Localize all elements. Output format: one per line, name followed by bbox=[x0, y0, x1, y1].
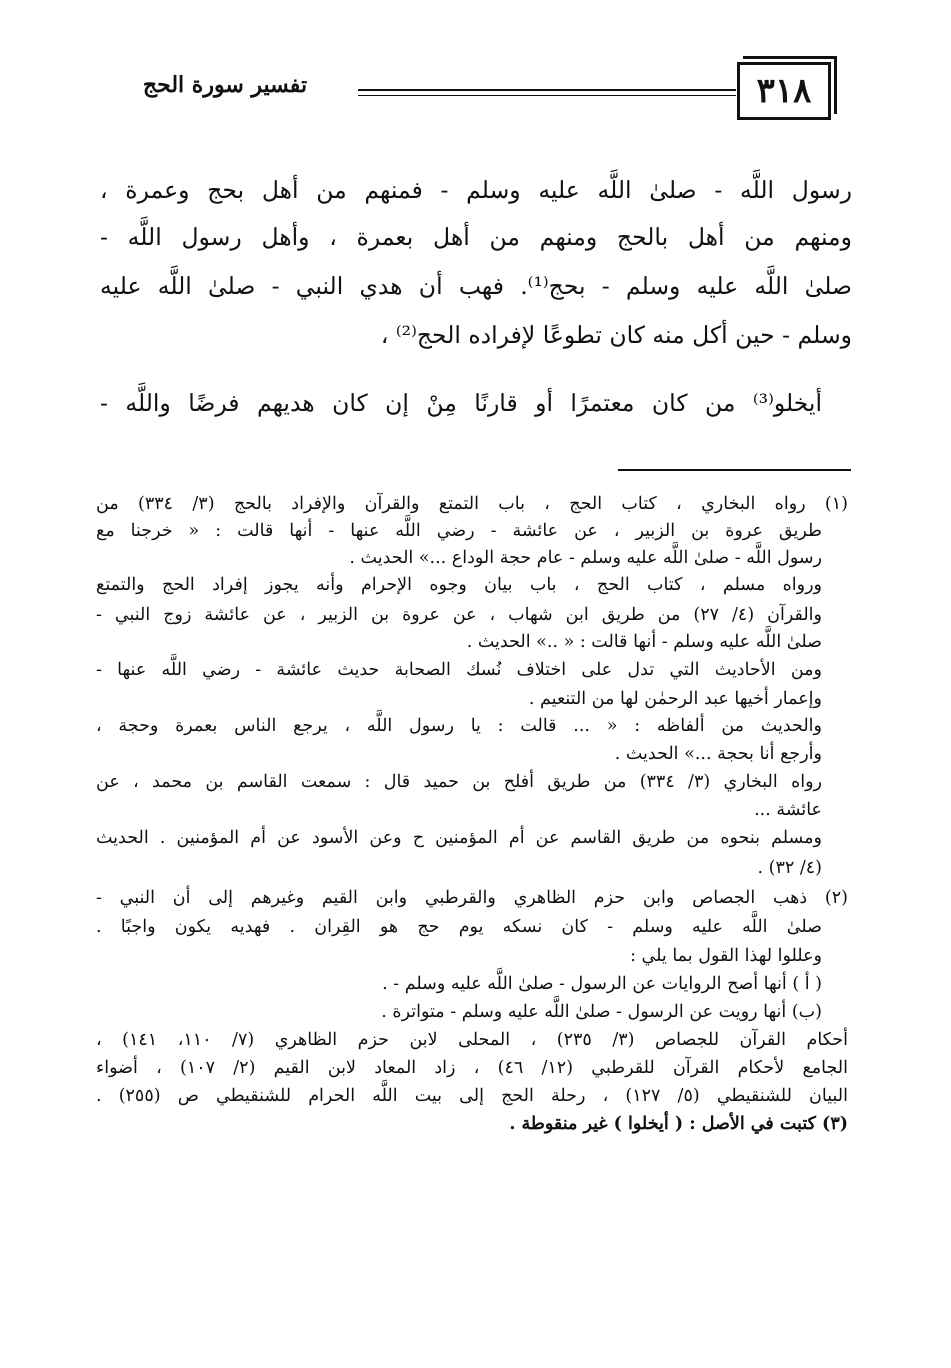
footnote-line: ومن الأحاديث التي تدل على اختلاف نُسك الصحابة حديث عائشة - رضي اللَّه عنها - bbox=[96, 660, 822, 680]
footnote-line: (١) رواه البخاري ، كتاب الحج ، باب التمتع والقرآن والإفراد بالحج (٣/ ٣٣٤) من bbox=[96, 494, 848, 514]
footnote-separator bbox=[618, 469, 851, 471]
footnote-line: عائشة ... bbox=[754, 800, 822, 820]
footnote-line: ومسلم بنحوه من طريق القاسم عن أم المؤمنين ح وعن الأسود عن أم المؤمنين . الحديث bbox=[96, 828, 822, 848]
footnote-line: طريق عروة بن الزبير ، عن عائشة - رضي اللَّه عنها - أنها قالت : « خرجنا مع bbox=[96, 521, 822, 541]
footnote-line: ورواه مسلم ، كتاب الحج ، باب بيان وجوه الإحرام وأنه يجوز إفراد الحج والتمتع bbox=[96, 575, 822, 595]
footnote-line: الجامع لأحكام القرآن للقرطبي (١٢/ ٤٦) ، زاد المعاد لابن القيم (٢/ ١٠٧) ، أضواء bbox=[96, 1058, 848, 1078]
footnote-line: أحكام القرآن للجصاص (٣/ ٢٣٥) ، المحلى لابن حزم الظاهري (٧/ ١١٠، ١٤١) ، bbox=[96, 1030, 848, 1050]
main-text-line: ومنهم من أهل بالحج ومنهم من أهل بعمرة ، وأهل رسول اللَّه - bbox=[100, 223, 852, 251]
main-text-line: أيخلو⁽³⁾ من كان معتمرًا أو قارنًا مِنْ إن كان هديهم فرضًا واللَّه - bbox=[100, 389, 822, 417]
footnote-line: صلىٰ اللَّه عليه وسلم - أنها قالت : « ..» الحديث . bbox=[466, 632, 822, 652]
header-rule bbox=[358, 89, 736, 91]
header-rule-thin bbox=[358, 95, 736, 96]
footnote-line: (ب) أنها رويت عن الرسول - صلىٰ اللَّه عليه وسلم - متواترة . bbox=[381, 1002, 822, 1022]
footnote-line: ( أ ) أنها أصح الروايات عن الرسول - صلىٰ اللَّه عليه وسلم - . bbox=[382, 974, 822, 994]
page-number: ٣١٨ bbox=[737, 62, 831, 120]
footnote-line: (٣) كتبت في الأصل : ( أيخلوا ) غير منقوطة . bbox=[509, 1114, 848, 1134]
footnote-line: والقرآن (٤/ ٢٧) من طريق ابن شهاب ، عن عروة بن الزبير ، عن عائشة زوج النبي - bbox=[96, 605, 822, 625]
footnote-line: البيان للشنقيطي (٥/ ١٢٧) ، رحلة الحج إلى بيت اللَّه الحرام للشنقيطي ص (٢٥٥) . bbox=[96, 1086, 848, 1106]
footnote-line: وعللوا لهذا القول بما يلي : bbox=[630, 946, 822, 966]
main-text-line: رسول اللَّه - صلىٰ اللَّه عليه وسلم - فمنهم من أهل بحج وعمرة ، bbox=[100, 176, 852, 204]
main-text-line: وسلم - حين أكل منه كان تطوعًا لإفراده الحج⁽²⁾ ، bbox=[380, 321, 852, 349]
footnote-line: صلىٰ اللَّه عليه وسلم - كان نسكه يوم حج هو القِران . فهديه يكون واجبًا . bbox=[96, 917, 823, 937]
footnote-line: (٢) ذهب الجصاص وابن حزم الظاهري والقرطبي وابن القيم وغيرهم إلى أن النبي - bbox=[96, 888, 848, 908]
footnote-line: رواه البخاري (٣/ ٣٣٤) من طريق أفلح بن حميد قال : سمعت القاسم بن محمد ، عن bbox=[96, 772, 822, 792]
footnote-line: وأرجع أنا بحجة ...» الحديث . bbox=[614, 744, 822, 764]
footnote-line: وإعمار أخيها عبد الرحمٰن لها من التنعيم . bbox=[528, 689, 822, 709]
footnote-line: والحديث من ألفاظه : « ... قالت : يا رسول اللَّه ، يرجع الناس بعمرة وحجة ، bbox=[96, 716, 822, 736]
main-text-line: صلىٰ اللَّه عليه وسلم - بحج⁽¹⁾. فهب أن هدي النبي - صلىٰ اللَّه عليه bbox=[100, 272, 852, 300]
footnote-line: رسول اللَّه - صلىٰ اللَّه عليه وسلم - عام حجة الوداع ...» الحديث . bbox=[349, 548, 822, 568]
footnote-line: (٤/ ٣٢) . bbox=[757, 858, 822, 878]
running-title: تفسير سورة الحج bbox=[142, 72, 308, 98]
